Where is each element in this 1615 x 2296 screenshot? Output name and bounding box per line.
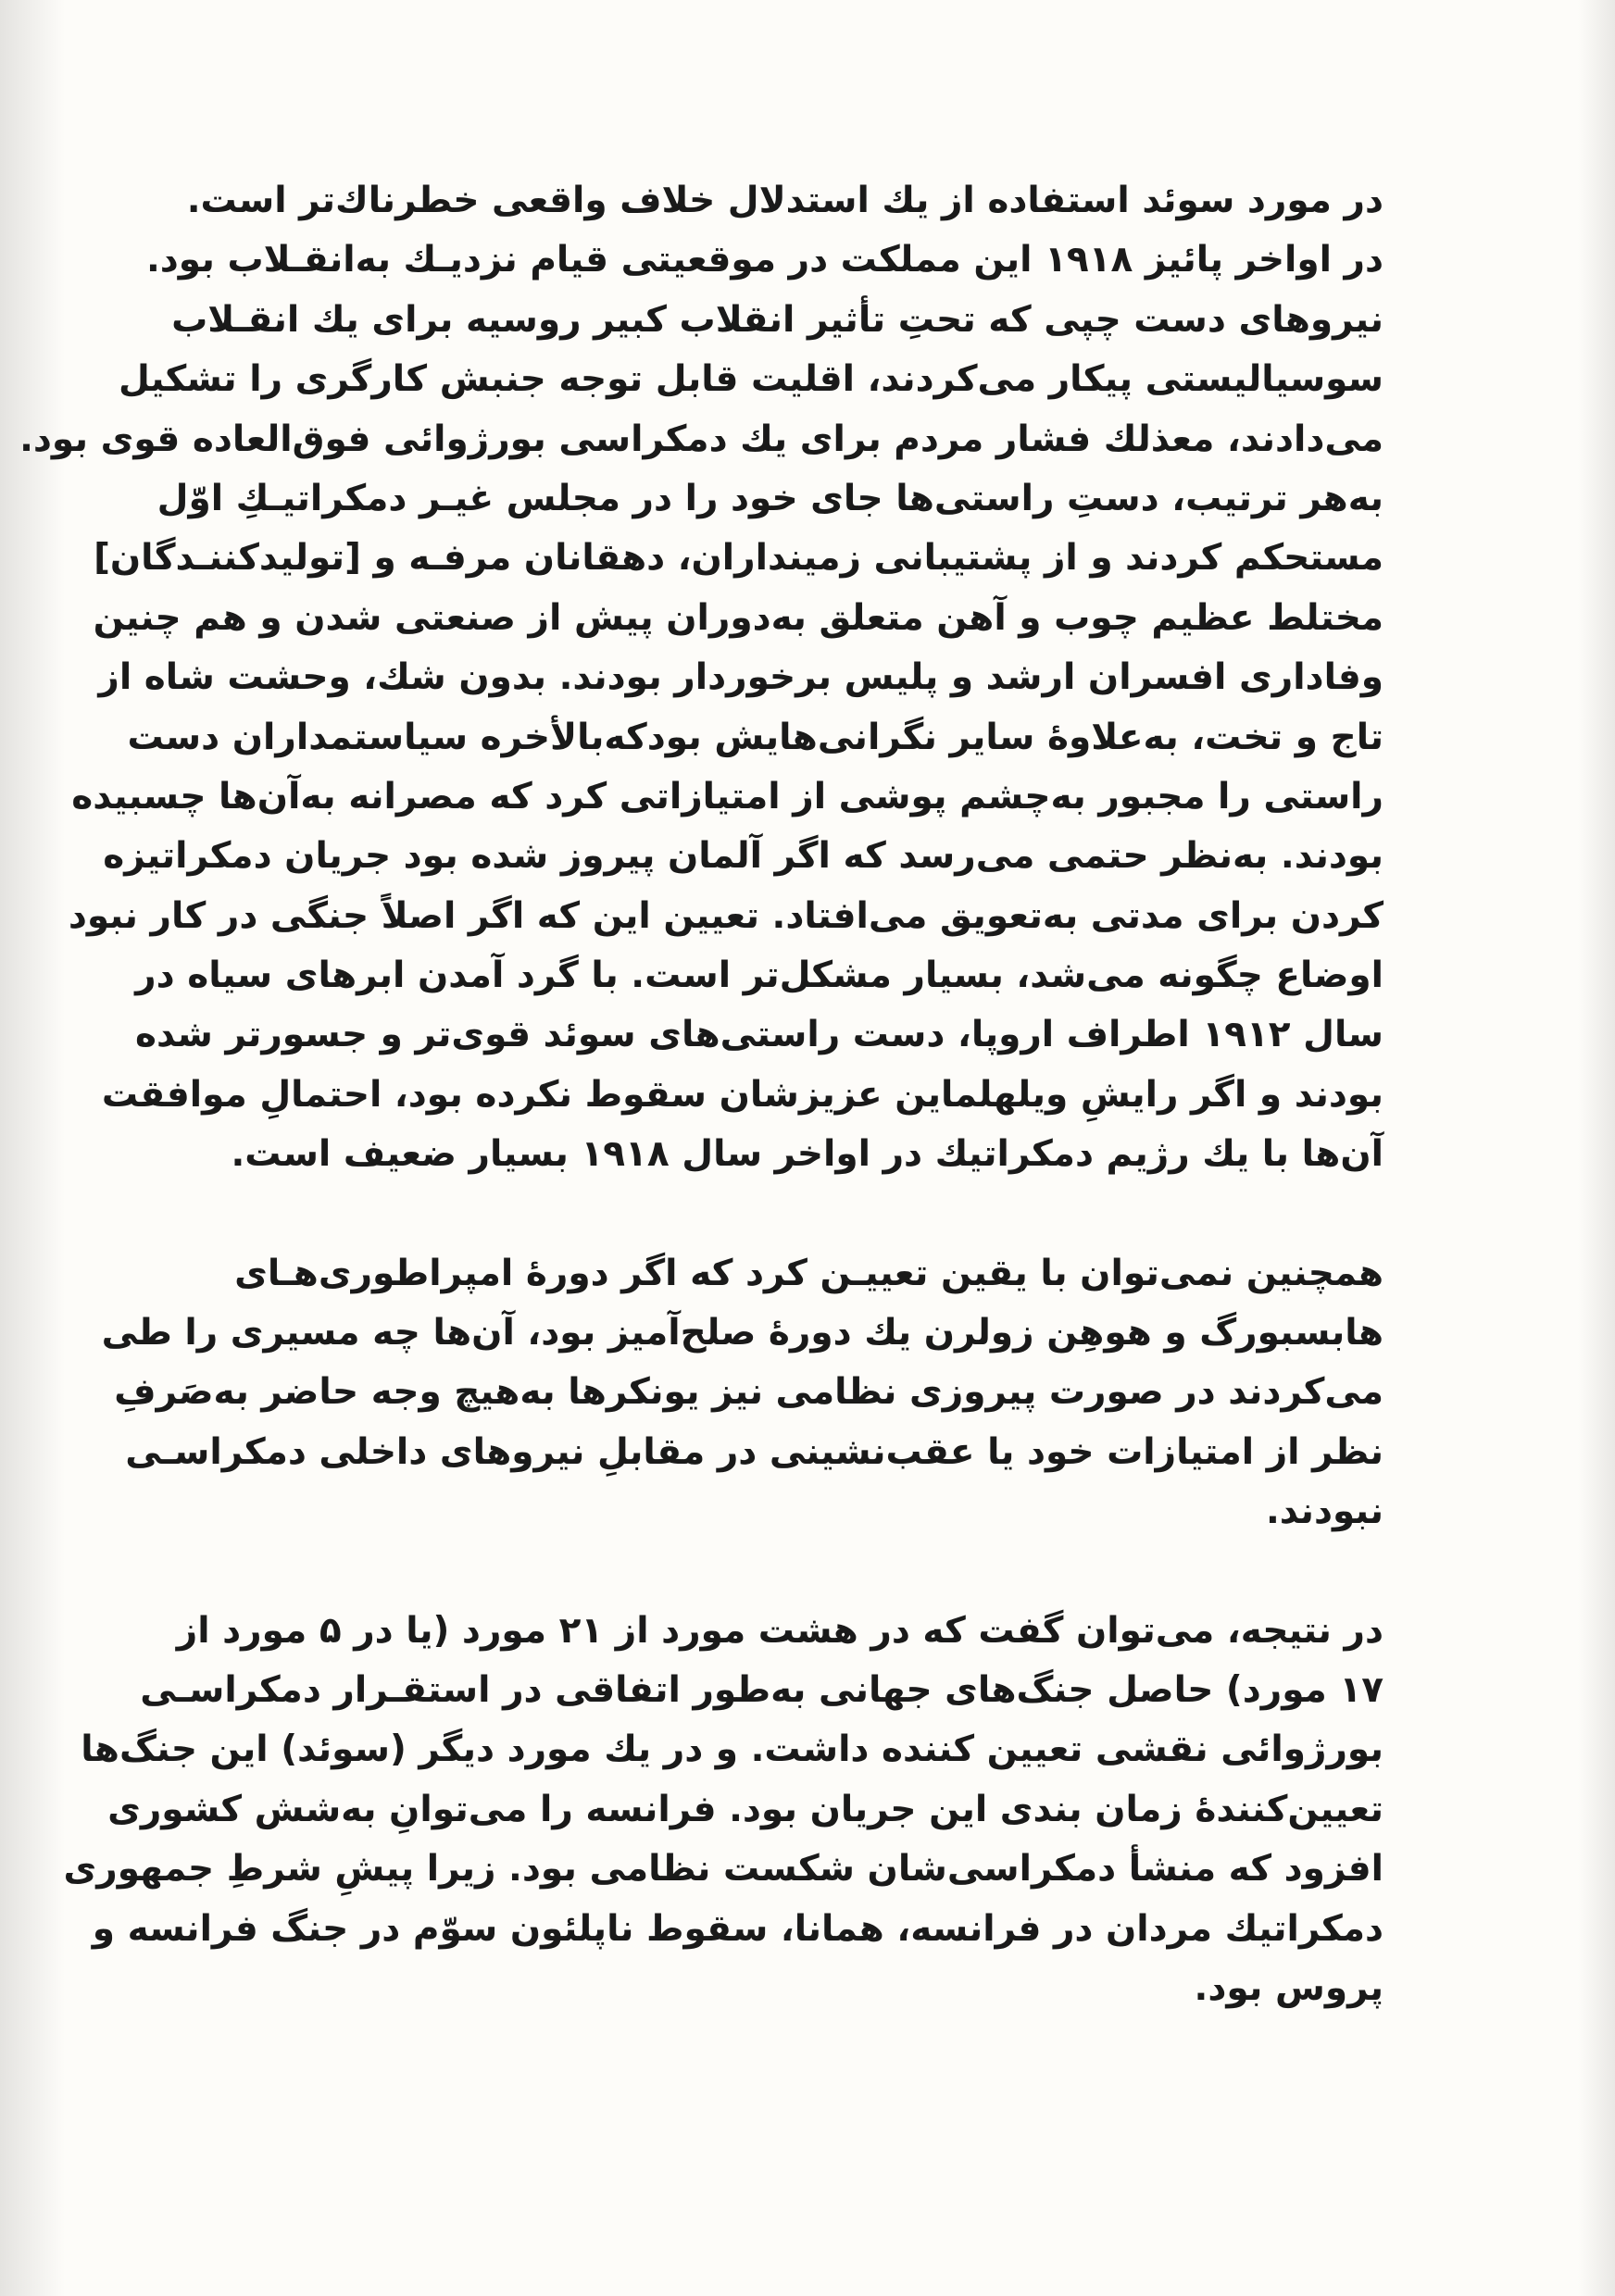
text-line: تعیین‌کنندهٔ زمان بندی این جریان بود. فرانسه را می‌توانِ به‌شش کشوری [107, 1788, 1383, 1830]
text-line: پروس بود. [1194, 1966, 1383, 2009]
text-line: کردن برای مدتی به‌تعویق می‌افتاد. تعیین این که اگر اصلاً جنگی در کار نبود [68, 894, 1383, 937]
text-line: مستحکم کردند و از پشتیبانی زمینداران، دهقانان مرفـه و [تولیدکننـدگان] [94, 537, 1383, 580]
text-line: در نتیجه، می‌توان گفت که در هشت مورد از ۲۱ مورد (یا در ۵ مورد از [176, 1609, 1383, 1652]
text-line: به‌هر ترتیب، دستِ راستی‌ها جای خود را در مجلس غیـر دمکراتیـكِ اوّل [156, 477, 1383, 519]
paragraph-gap [249, 1185, 1383, 1244]
page-text [19, 171, 1383, 2018]
text-line: مختلط عظیم چوب و آهن متعلق به‌دوران پیش از صنعتی شدن و هم چنین [93, 596, 1383, 639]
text-line: نظر از امتیازات خود یا عقب‌نشینی در مقابلِ نیروهای داخلی دمکراسـی [125, 1430, 1383, 1473]
text-line: افزود که منشأ دمکراسی‌شان شکست نظامی بود. زیرا پیشِ شرطِ جمهوری [63, 1848, 1383, 1890]
text-line: وفاداری افسران ارشد و پلیس برخوردار بودند. بدون شك، وحشت شاه از [98, 656, 1383, 699]
text-line: راستی را مجبور به‌چشم پوشی از امتیازاتی کرد که مصرانه به‌آن‌ها چسبیده [71, 775, 1383, 817]
paragraph-conclusion [63, 1602, 1383, 2019]
text-line: می‌کردند در صورت پیروزی نظامی نیز یونکرها به‌هیچ وجه حاضر به‌صَرفِ [114, 1371, 1383, 1414]
text-line: نبودند. [1265, 1491, 1383, 1533]
text-line: همچنین نمی‌توان با یقین تعییـن کرد که اگر دورهٔ امپراطوری‌هـای [234, 1252, 1383, 1294]
text-line: سوسیالیستی پیکار می‌کردند، اقلیت قابل توجه جنبش کارگری را تشکیل [118, 358, 1383, 401]
text-line: دمکراتیك مردان در فرانسه، همانا، سقوط ناپلئون سوّم در جنگ فرانسه و [92, 1907, 1383, 1950]
scan-right-edge [1578, 0, 1615, 2296]
paragraph-habsburg [101, 1244, 1383, 1542]
text-line: اوضاع چگونه می‌شد، بسیار مشکل‌تر است. با گرد آمدن ابرهای سیاه در [135, 955, 1383, 997]
paragraph-sweden [19, 171, 1383, 1185]
paragraph-gap [249, 1542, 1383, 1602]
text-line: می‌دادند، معذلك فشار مردم برای یك دمکراسی بورژوائی فوق‌العاده قوی بود. [19, 418, 1383, 460]
scan-left-edge [0, 0, 65, 2296]
text-line: سال ۱۹۱۲ اطراف اروپا، دست راستی‌های سوئد قوی‌تر و جسورتر شده [134, 1014, 1383, 1056]
text-line: بودند. به‌نظر حتمی می‌رسد که اگر آلمان پیروز شده بود جریان دمکراتیزه [103, 835, 1383, 878]
text-line: ۱۷ مورد) حاصل جنگ‌های جهانی به‌طور اتفاقی در استقـرار دمکراسـی [140, 1668, 1383, 1711]
text-line: آن‌ها با یك رژیم دمکراتیك در اواخر سال ۱۹۱۸ بسیار ضعیف است. [231, 1133, 1383, 1176]
text-line: بورژوائی نقشی تعیین کننده داشت. و در یك مورد دیگر (سوئد) این جنگ‌ها [81, 1728, 1383, 1771]
text-line: در اواخر پائیز ۱۹۱۸ این مملکت در موقعیتی قیام نزدیـك به‌انقـلاب بود. [145, 239, 1383, 281]
text-line: تاج و تخت، به‌علاوهٔ سایر نگرانی‌هایش بودکه‌بالأخره سیاستمداران دست [127, 716, 1383, 758]
text-line: نیروهای دست چپی که تحتِ تأثیر انقلاب کبیر روسیه برای یك انقـلاب [171, 298, 1383, 341]
text-line: بودند و اگر رایشِ ویلهلماین عزیزشان سقوط نکرده بود، احتمالِ موافقت [101, 1073, 1383, 1116]
text-line: هابسبورگ و هوهِن زولرن یك دورهٔ صلح‌آمیز بود، آن‌ها چه مسیری را طی [101, 1312, 1383, 1354]
text-line: در مورد سوئد استفاده از یك استدلال خلاف واقعی خطرناك‌تر است. [186, 180, 1383, 221]
